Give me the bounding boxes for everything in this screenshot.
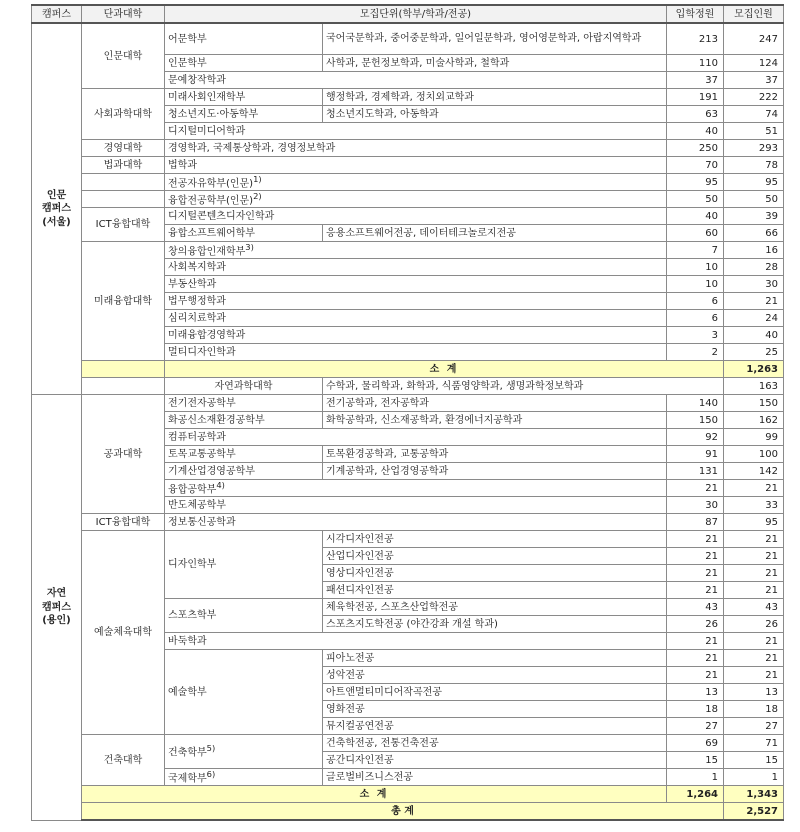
header-capacity: 입학정원: [667, 5, 724, 23]
unit-cell: 문예창작학과: [165, 72, 667, 89]
recruit-cell: 95: [724, 514, 784, 531]
campus-yongin-cell: 자연 캠퍼스 (용인): [32, 395, 82, 821]
major-cell: 국어국문학과, 중어중문학과, 일어일문학과, 영어영문학과, 아랍지역학과: [323, 23, 667, 55]
major-cell: 뮤지컬공연전공: [323, 718, 667, 735]
capacity-cell: 69: [667, 735, 724, 752]
college-cell: 인문대학: [82, 23, 165, 89]
recruit-cell: 21: [724, 531, 784, 548]
unit-cell: 국제학부$^{6)}$: [165, 769, 323, 786]
recruit-cell: 71: [724, 735, 784, 752]
major-cell: 영상디자인전공: [323, 565, 667, 582]
capacity-cell: 250: [667, 140, 724, 157]
unit-cell: 화공신소재환경공학부: [165, 412, 323, 429]
capacity-cell: 37: [667, 72, 724, 89]
capacity-cell: 26: [667, 616, 724, 633]
subtotal-capacity: 1,264: [667, 786, 724, 803]
unit-cell: 디지털콘텐츠디자인학과: [165, 208, 667, 225]
subtotal-row-yongin: [32, 786, 784, 803]
capacity-cell: 70: [667, 157, 724, 174]
unit-cell: 사회복지학과: [165, 259, 667, 276]
major-cell: 화학공학과, 신소재공학과, 환경에너지공학과: [323, 412, 667, 429]
capacity-cell: 10: [667, 259, 724, 276]
table-row: [32, 140, 784, 157]
major-cell: 영화전공: [323, 701, 667, 718]
subtotal-recruit: 1,343: [724, 786, 784, 803]
unit-cell: 청소년지도·아동학부: [165, 106, 323, 123]
college-cell: [82, 174, 165, 191]
capacity-cell: 21: [667, 582, 724, 599]
major-cell: 행정학과, 경제학과, 정치외교학과: [323, 89, 667, 106]
capacity-cell: 95: [667, 174, 724, 191]
unit-cell: 법학과: [165, 157, 667, 174]
unit-cell: 미래융합경영학과: [165, 327, 667, 344]
capacity-cell: 1: [667, 769, 724, 786]
unit-cell: 멀티디자인학과: [165, 344, 667, 361]
unit-cell: 건축학부$^{5)}$: [165, 735, 323, 769]
capacity-cell: 150: [667, 412, 724, 429]
recruit-cell: 26: [724, 616, 784, 633]
unit-cell: 컴퓨터공학과: [165, 429, 667, 446]
college-cell: 예술체육대학: [82, 531, 165, 735]
unit-cell: 바둑학과: [165, 633, 667, 650]
recruit-cell: 21: [724, 480, 784, 497]
unit-cell: 융합공학부$^{4)}$: [165, 480, 667, 497]
recruit-cell: 39: [724, 208, 784, 225]
recruit-cell: 124: [724, 55, 784, 72]
recruit-cell: 25: [724, 344, 784, 361]
capacity-cell: 30: [667, 497, 724, 514]
table-row: [32, 378, 784, 395]
recruit-cell: 21: [724, 582, 784, 599]
college-cell: 건축대학: [82, 735, 165, 786]
major-cell: 응용소프트웨어전공, 데이터테크놀로지전공: [323, 225, 667, 242]
unit-cell: 디지털미디어학과: [165, 123, 667, 140]
subtotal-label: 소 계: [165, 361, 724, 378]
recruit-cell: 1: [724, 769, 784, 786]
table-row: [32, 89, 784, 106]
capacity-cell: 21: [667, 667, 724, 684]
admissions-table: [31, 4, 784, 821]
college-cell: 공과대학: [82, 395, 165, 514]
capacity-cell: 131: [667, 463, 724, 480]
capacity-cell: 213: [667, 23, 724, 55]
recruit-cell: 21: [724, 650, 784, 667]
unit-cell: 기계산업경영공학부: [165, 463, 323, 480]
subtotal-row-seoul: [32, 361, 784, 378]
college-cell: ICT융합대학: [82, 208, 165, 242]
capacity-cell: 6: [667, 310, 724, 327]
major-cell: 스포츠지도학전공 (야간강좌 개설 학과): [323, 616, 667, 633]
college-cell: 자연과학대학: [165, 378, 323, 395]
table-row: [32, 157, 784, 174]
capacity-cell: 27: [667, 718, 724, 735]
unit-cell: 융합소프트웨어학부: [165, 225, 323, 242]
major-cell: 피아노전공: [323, 650, 667, 667]
subtotal-label: 소 계: [82, 786, 667, 803]
capacity-cell: 15: [667, 752, 724, 769]
table-row: [32, 395, 784, 412]
header-college: 단과대학: [82, 5, 165, 23]
college-cell: 법과대학: [82, 157, 165, 174]
unit-cell: 인문학부: [165, 55, 323, 72]
table-row: [32, 242, 784, 259]
capacity-cell: 110: [667, 55, 724, 72]
recruit-cell: 33: [724, 497, 784, 514]
capacity-cell: 2: [667, 344, 724, 361]
table-row: [32, 208, 784, 225]
recruit-cell: 293: [724, 140, 784, 157]
recruit-cell: 21: [724, 548, 784, 565]
capacity-cell: 63: [667, 106, 724, 123]
major-cell: 건축학전공, 전통건축전공: [323, 735, 667, 752]
recruit-cell: 28: [724, 259, 784, 276]
header-campus: 캠퍼스: [32, 5, 82, 23]
table-row: [32, 531, 784, 548]
unit-cell: 토목교통공학부: [165, 446, 323, 463]
major-cell: 사학과, 문헌정보학과, 미술사학과, 철학과: [323, 55, 667, 72]
recruit-cell: 16: [724, 242, 784, 259]
college-cell: 미래융합대학: [82, 242, 165, 361]
major-cell: 청소년지도학과, 아동학과: [323, 106, 667, 123]
capacity-cell: 140: [667, 395, 724, 412]
major-cell: 아트앤멀티미디어작곡전공: [323, 684, 667, 701]
recruit-cell: 21: [724, 633, 784, 650]
unit-cell: 예술학부: [165, 650, 323, 735]
unit-cell: 부동산학과: [165, 276, 667, 293]
capacity-cell: 191: [667, 89, 724, 106]
capacity-cell: 87: [667, 514, 724, 531]
unit-cell: 전기전자공학부: [165, 395, 323, 412]
recruit-cell: 162: [724, 412, 784, 429]
recruit-cell: 40: [724, 327, 784, 344]
unit-cell: 어문학부: [165, 23, 323, 55]
major-cell: 기계공학과, 산업경영공학과: [323, 463, 667, 480]
recruit-cell: 24: [724, 310, 784, 327]
recruit-cell: 18: [724, 701, 784, 718]
unit-cell: 경영학과, 국제통상학과, 경영정보학과: [165, 140, 667, 157]
unit-cell: 법무행정학과: [165, 293, 667, 310]
capacity-cell: 40: [667, 123, 724, 140]
grand-total-row: [32, 803, 784, 821]
capacity-cell: 13: [667, 684, 724, 701]
recruit-cell: 21: [724, 667, 784, 684]
recruit-cell: 37: [724, 72, 784, 89]
recruit-cell: 66: [724, 225, 784, 242]
recruit-cell: 247: [724, 23, 784, 55]
unit-cell: 스포츠학부: [165, 599, 323, 633]
unit-cell: 심리치료학과: [165, 310, 667, 327]
major-cell: 성악전공: [323, 667, 667, 684]
recruit-cell: 13: [724, 684, 784, 701]
unit-cell: 미래사회인재학부: [165, 89, 323, 106]
recruit-cell: 50: [724, 191, 784, 208]
capacity-cell: 43: [667, 599, 724, 616]
unit-cell: 전공자유학부(인문)$^{1)}$: [165, 174, 667, 191]
capacity-cell: 6: [667, 293, 724, 310]
recruit-cell: 27: [724, 718, 784, 735]
capacity-cell: 163: [724, 378, 784, 395]
recruit-cell: 99: [724, 429, 784, 446]
recruit-cell: 15: [724, 752, 784, 769]
capacity-cell: 18: [667, 701, 724, 718]
capacity-cell: 40: [667, 208, 724, 225]
recruit-cell: 95: [724, 174, 784, 191]
campus-seoul-cell: 인문 캠퍼스 (서울): [32, 23, 82, 395]
major-cell: 전기공학과, 전자공학과: [323, 395, 667, 412]
capacity-cell: 60: [667, 225, 724, 242]
major-cell: 산업디자인전공: [323, 548, 667, 565]
header-unit: 모집단위(학부/학과/전공): [165, 5, 667, 23]
unit-cell: 반도체공학부: [165, 497, 667, 514]
recruit-cell: 142: [724, 463, 784, 480]
capacity-cell: 50: [667, 191, 724, 208]
table-header-row: [32, 5, 784, 23]
capacity-cell: 10: [667, 276, 724, 293]
recruit-cell: 222: [724, 89, 784, 106]
table-row: [32, 174, 784, 191]
major-cell: 공간디자인전공: [323, 752, 667, 769]
unit-cell: 디자인학부: [165, 531, 323, 599]
unit-cell: 창의융합인재학부$^{3)}$: [165, 242, 667, 259]
capacity-cell: 3: [667, 327, 724, 344]
college-cell: [82, 191, 165, 208]
capacity-cell: 21: [667, 548, 724, 565]
recruit-cell: 74: [724, 106, 784, 123]
college-cell: 사회과학대학: [82, 89, 165, 140]
table-row: [32, 191, 784, 208]
total-capacity: 2,527: [724, 803, 784, 821]
recruit-cell: 43: [724, 599, 784, 616]
capacity-cell: 21: [667, 531, 724, 548]
table-row: [32, 23, 784, 55]
recruit-cell: 150: [724, 395, 784, 412]
capacity-cell: 21: [667, 633, 724, 650]
recruit-cell: 51: [724, 123, 784, 140]
major-cell: 토목환경공학과, 교통공학과: [323, 446, 667, 463]
table-row: [32, 735, 784, 752]
capacity-cell: 92: [667, 429, 724, 446]
recruit-cell: 30: [724, 276, 784, 293]
unit-cell: 정보통신공학과: [165, 514, 667, 531]
capacity-cell: 21: [667, 480, 724, 497]
recruit-cell: 21: [724, 565, 784, 582]
recruit-cell: 21: [724, 293, 784, 310]
major-cell: 글로벌비즈니스전공: [323, 769, 667, 786]
unit-cell: 융합전공학부(인문)$^{2)}$: [165, 191, 667, 208]
major-cell: 체육학전공, 스포츠산업학전공: [323, 599, 667, 616]
capacity-cell: 21: [667, 565, 724, 582]
capacity-cell: 91: [667, 446, 724, 463]
total-label: 총 계: [82, 803, 724, 821]
capacity-cell: 7: [667, 242, 724, 259]
major-cell: 패션디자인전공: [323, 582, 667, 599]
capacity-cell: 21: [667, 650, 724, 667]
college-cell: ICT융합대학: [82, 514, 165, 531]
unit-cell: 수학과, 물리학과, 화학과, 식품영양학과, 생명과학정보학과: [323, 378, 724, 395]
table-row: [32, 514, 784, 531]
subtotal-capacity: 1,263: [724, 361, 784, 378]
recruit-cell: 100: [724, 446, 784, 463]
college-cell: 경영대학: [82, 140, 165, 157]
recruit-cell: 78: [724, 157, 784, 174]
header-recruit: 모집인원: [724, 5, 784, 23]
major-cell: 시각디자인전공: [323, 531, 667, 548]
